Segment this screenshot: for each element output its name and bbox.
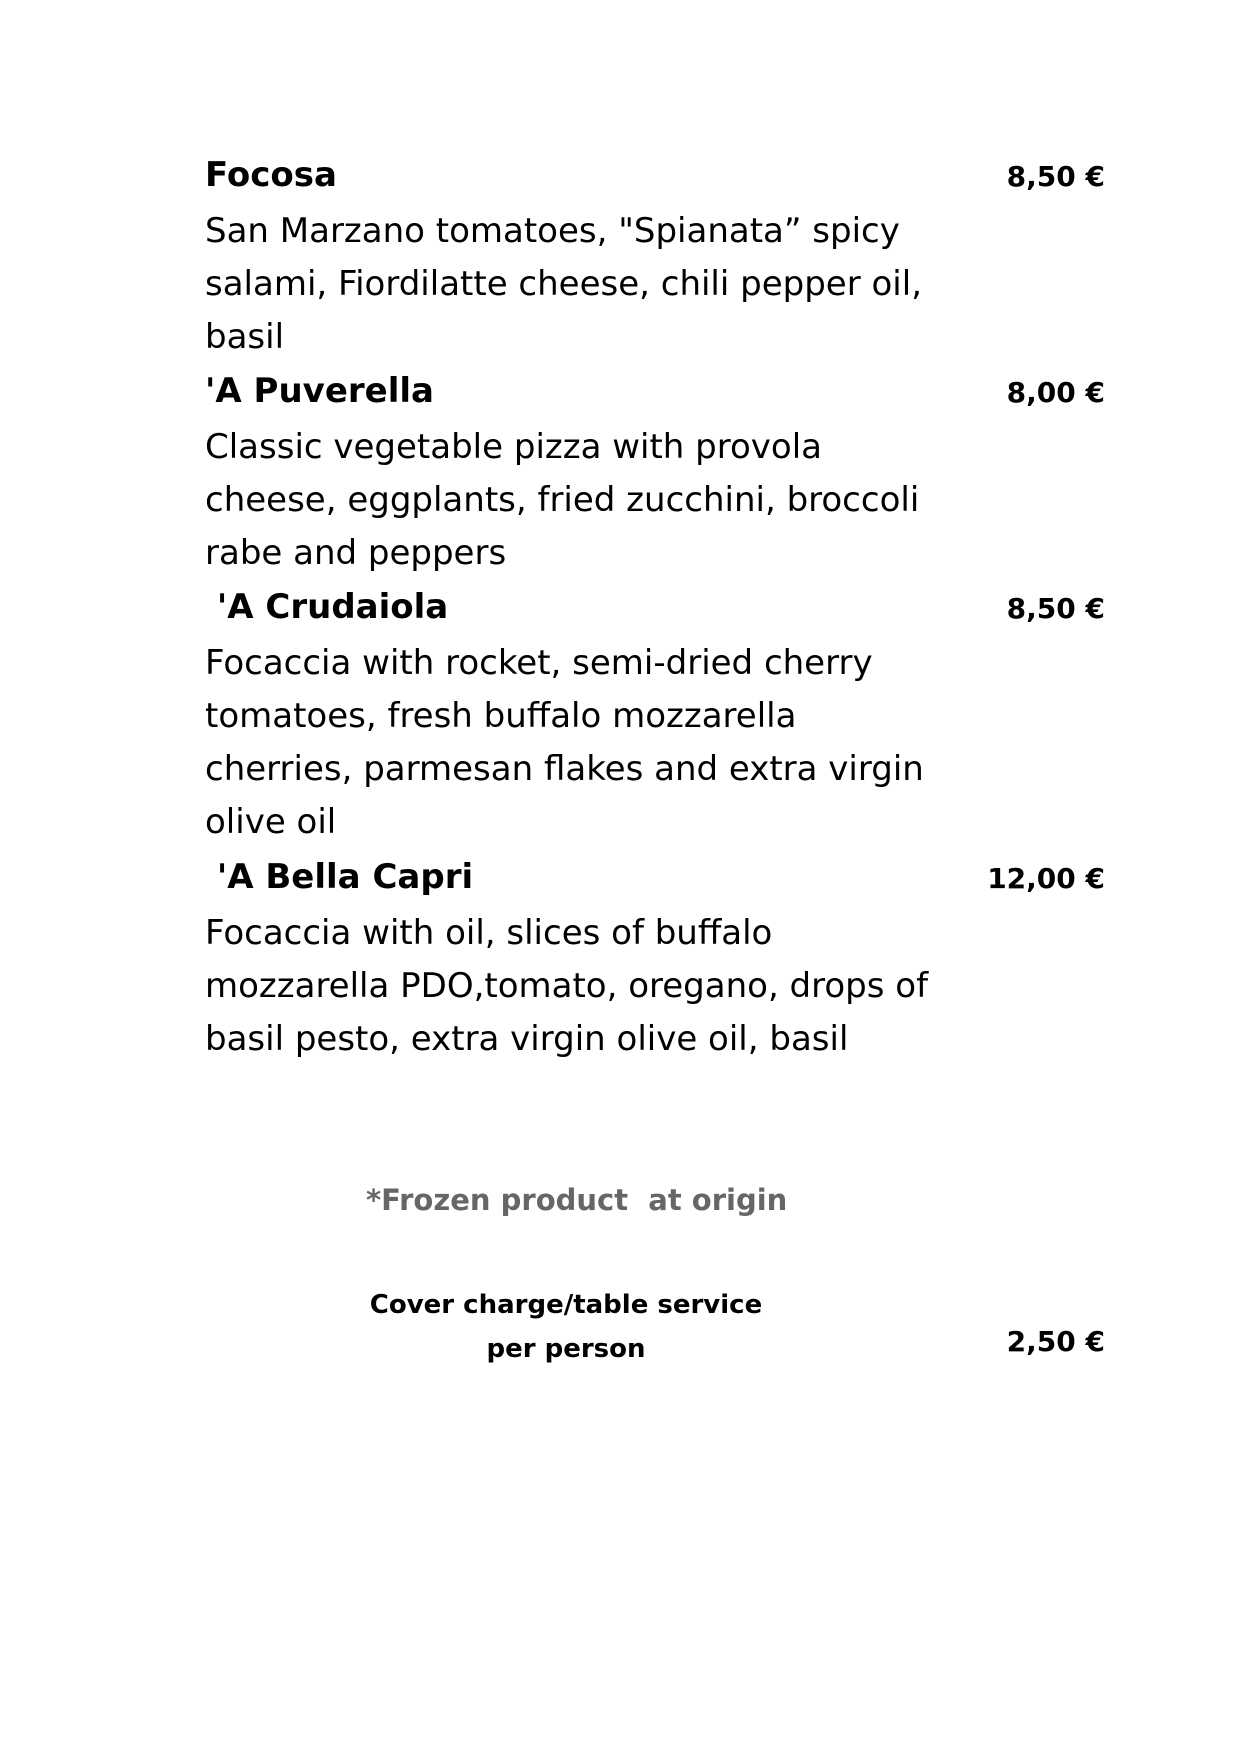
menu-item-bella-capri [205, 857, 1105, 1057]
item-description: Focaccia with oil, slices of buffalo mozzarella PDO,tomato, oregano, drops of basil pesto, extra virgin olive oil, basil [205, 913, 929, 1059]
item-name: 'A Puverella [205, 371, 434, 411]
item-description: San Marzano tomatoes, "Spianata” spicy salami, Fiordilatte cheese, chili pepper oil, basil [205, 211, 923, 357]
item-price: 8,50 € [1006, 592, 1105, 625]
item-description: Focaccia with rocket, semi-dried cherry tomatoes, fresh buffalo mozzarella cherries, parmesan flakes and extra virgin olive oil [205, 643, 924, 842]
frozen-product-note: *Frozen product at origin [366, 1183, 788, 1217]
item-name: 'A Crudaiola [205, 587, 449, 627]
cover-charge-price: 2,50 € [1006, 1325, 1105, 1358]
menu-item-focosa [205, 155, 1105, 355]
cover-charge-line1: Cover charge/table service [369, 1290, 763, 1320]
item-price: 12,00 € [987, 862, 1105, 895]
cover-charge-line2: per person [486, 1334, 646, 1364]
item-price: 8,50 € [1006, 160, 1105, 193]
item-description: Classic vegetable pizza with provola cheese, eggplants, fried zucchini, broccoli rabe and peppers [205, 427, 920, 573]
menu-item-crudaiola [205, 587, 1105, 842]
cover-charge-label [366, 1283, 766, 1371]
item-name: Focosa [205, 155, 337, 195]
menu-item-puverella [205, 371, 1105, 571]
item-name: 'A Bella Capri [205, 857, 474, 897]
item-price: 8,00 € [1006, 376, 1105, 409]
